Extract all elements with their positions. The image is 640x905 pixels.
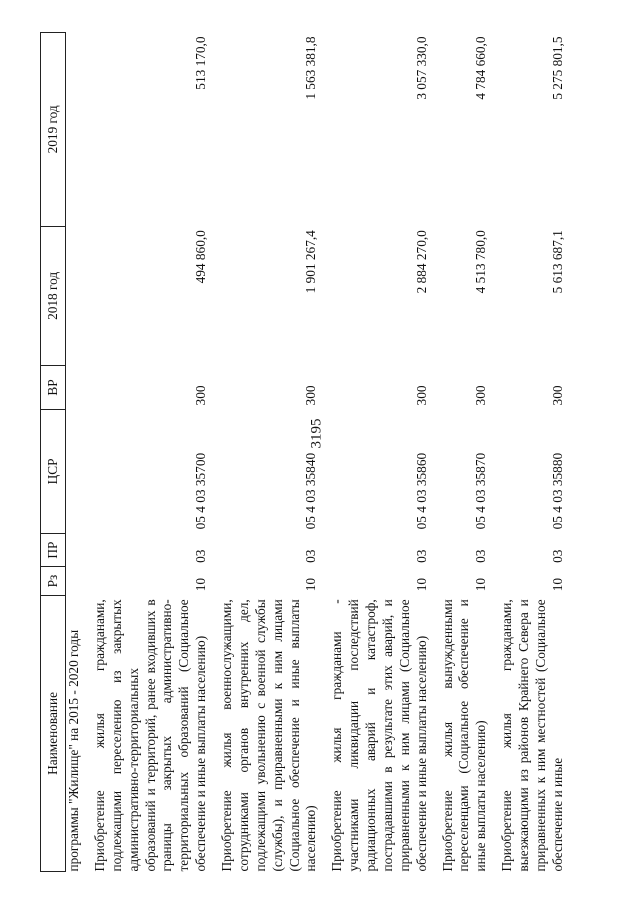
header-csr: ЦСР [41,409,66,533]
row-value-2019: 513 170,0 [193,36,209,90]
row-pr: 03 [473,549,489,563]
row-rz: 10 [549,577,565,592]
row-value-2018: 5 613 687,1 [549,230,565,294]
header-2019: 2019 год [41,33,66,227]
row-value-2019: 5 275 801,5 [549,36,565,100]
table-row [211,33,321,872]
row-pr: 03 [193,549,209,563]
row-name: Приобретение жилья гражданами, выезжающими из районов Крайнего Севера и приравненных к ним местностей (Социальное обеспечение и иные [499,599,565,872]
row-vr: 300 [549,385,565,406]
row-value-2018: 4 513 780,0 [473,230,489,294]
header-rz: Рз [41,567,66,595]
table-header [41,33,66,872]
row-value-2019: 3 057 330,0 [413,36,429,100]
row-value-2019: 4 784 660,0 [473,36,489,100]
page-number: 3195 [308,418,325,449]
budget-table [40,32,568,872]
row-rz: 10 [303,577,319,592]
row-value-2018: 2 884 270,0 [413,230,429,294]
header-pr: ПР [41,533,66,567]
row-csr: 05 4 03 35860 [413,452,429,530]
header-2018: 2018 год [41,226,66,365]
row-rz: 10 [193,577,209,592]
program-title-row [66,33,84,872]
row-vr: 300 [193,385,209,406]
budget-table-page [40,32,600,872]
row-vr: 300 [413,385,429,406]
row-value-2018: 494 860,0 [193,230,209,284]
row-name: Приобретение жилья вынужденными переселенцами (Социальное обеспечение и иные выплаты населению) [439,599,489,872]
row-name: Приобретение жилья военнослужащими, сотрудниками органов внутренних дел, подлежащими увольнению с военной службы (службы), и приравненными к ним лицами (Социальное обеспечение и иные выплаты населению) [219,599,319,872]
table-row [321,33,431,872]
row-pr: 03 [303,549,319,563]
row-rz: 10 [473,577,489,592]
header-vr: ВР [41,366,66,410]
row-vr: 300 [473,385,489,406]
row-value-2018: 1 901 267,4 [303,230,319,294]
table-row [491,33,568,872]
table-row [84,33,211,872]
row-name: Приобретение жилья гражданами, подлежащими переселению из закрытых административно-территориальных образований и территорий, ранее входивших в границы закрытых административно-территориальных образований (Социальное обеспечение и иные выплаты населению) [91,599,209,872]
row-rz: 10 [413,577,429,592]
row-csr: 05 4 03 35880 [549,452,565,530]
table-row [432,33,492,872]
row-csr: 05 4 03 35870 [473,452,489,530]
row-vr: 300 [303,385,319,406]
row-value-2019: 1 563 381,8 [303,36,319,100]
program-title: программы "Жилище" на 2015 - 2020 годы [66,629,81,872]
row-csr: 05 4 03 35840 [303,452,319,530]
row-pr: 03 [549,549,565,563]
row-csr: 05 4 03 35700 [193,452,209,530]
row-pr: 03 [413,549,429,563]
header-name: Наименование [41,595,66,871]
row-name: Приобретение жилья гражданами - участниками ликвидации последствий радиационных аварий и катастроф, пострадавшими в результате этих аварий, и приравненными к ним лицами (Социальное обеспечение и иные выплаты населению) [329,599,429,872]
